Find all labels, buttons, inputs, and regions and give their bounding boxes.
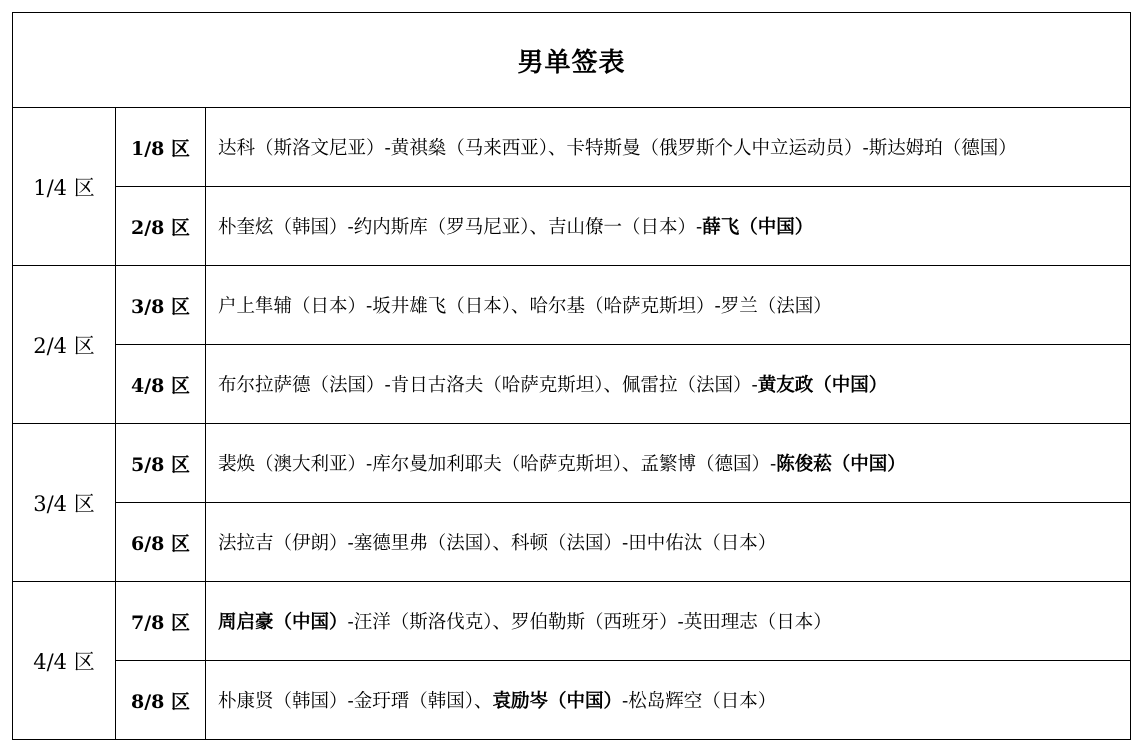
quarter-label: 1/4 区: [13, 108, 116, 266]
table-row: [13, 266, 1131, 345]
title-row: [13, 13, 1131, 108]
chinese-player-text: 薛飞（中国）: [702, 217, 814, 238]
section-entries: [206, 503, 1131, 582]
entry-text: -松岛辉空（日本）: [622, 691, 777, 712]
section-label: 2/8 区: [116, 187, 206, 266]
chinese-player-text: 周启豪（中国）: [218, 612, 348, 633]
section-label: 1/8 区: [116, 108, 206, 187]
draw-table: [12, 12, 1131, 740]
quarter-label: 4/4 区: [13, 582, 116, 740]
section-entries: [206, 661, 1131, 740]
quarter-label: 2/4 区: [13, 266, 116, 424]
entry-text: 朴康贤（韩国）-金玗瑨（韩国）、: [218, 691, 493, 712]
entry-text: 朴奎炫（韩国）-约内斯库（罗马尼亚）、吉山僚一（日本）-: [218, 217, 703, 238]
section-label: 7/8 区: [116, 582, 206, 661]
chinese-player-text: 袁励岑（中国）: [492, 691, 623, 712]
section-entries: [206, 108, 1131, 187]
entry-text: 法拉吉（伊朗）-塞德里弗（法国）、科顿（法国）-田中佑汰（日本）: [218, 533, 777, 554]
section-entries: [206, 345, 1131, 424]
section-label: 3/8 区: [116, 266, 206, 345]
section-label: 5/8 区: [116, 424, 206, 503]
table-row: [13, 108, 1131, 187]
table-row: [13, 424, 1131, 503]
table-row: [13, 661, 1131, 740]
chinese-player-text: 陈俊菘（中国）: [776, 454, 906, 475]
entry-text: 裴焕（澳大利亚）-库尔曼加利耶夫（哈萨克斯坦）、孟繁博（德国）-: [218, 454, 777, 475]
section-label: 4/8 区: [116, 345, 206, 424]
table-row: [13, 582, 1131, 661]
table-row: [13, 187, 1131, 266]
section-label: 6/8 区: [116, 503, 206, 582]
page-title: 男单签表: [13, 13, 1131, 108]
section-entries: [206, 424, 1131, 503]
table-row: [13, 345, 1131, 424]
quarter-label: 3/4 区: [13, 424, 116, 582]
entry-text: 户上隼辅（日本）-坂井雄飞（日本）、哈尔基（哈萨克斯坦）-罗兰（法国）: [218, 296, 832, 317]
section-entries: [206, 266, 1131, 345]
section-entries: [206, 187, 1131, 266]
table-row: [13, 503, 1131, 582]
chinese-player-text: 黄友政（中国）: [757, 375, 888, 396]
section-entries: [206, 582, 1131, 661]
entry-text: 布尔拉萨德（法国）-肯日古洛夫（哈萨克斯坦）、佩雷拉（法国）-: [218, 375, 758, 396]
entry-text: 达科（斯洛文尼亚）-黄祺燊（马来西亚）、卡特斯曼（俄罗斯个人中立运动员）-斯达姆珀（德国）: [218, 138, 1017, 159]
section-label: 8/8 区: [116, 661, 206, 740]
entry-text: -汪洋（斯洛伐克）、罗伯勒斯（西班牙）-英田理志（日本）: [347, 612, 832, 633]
